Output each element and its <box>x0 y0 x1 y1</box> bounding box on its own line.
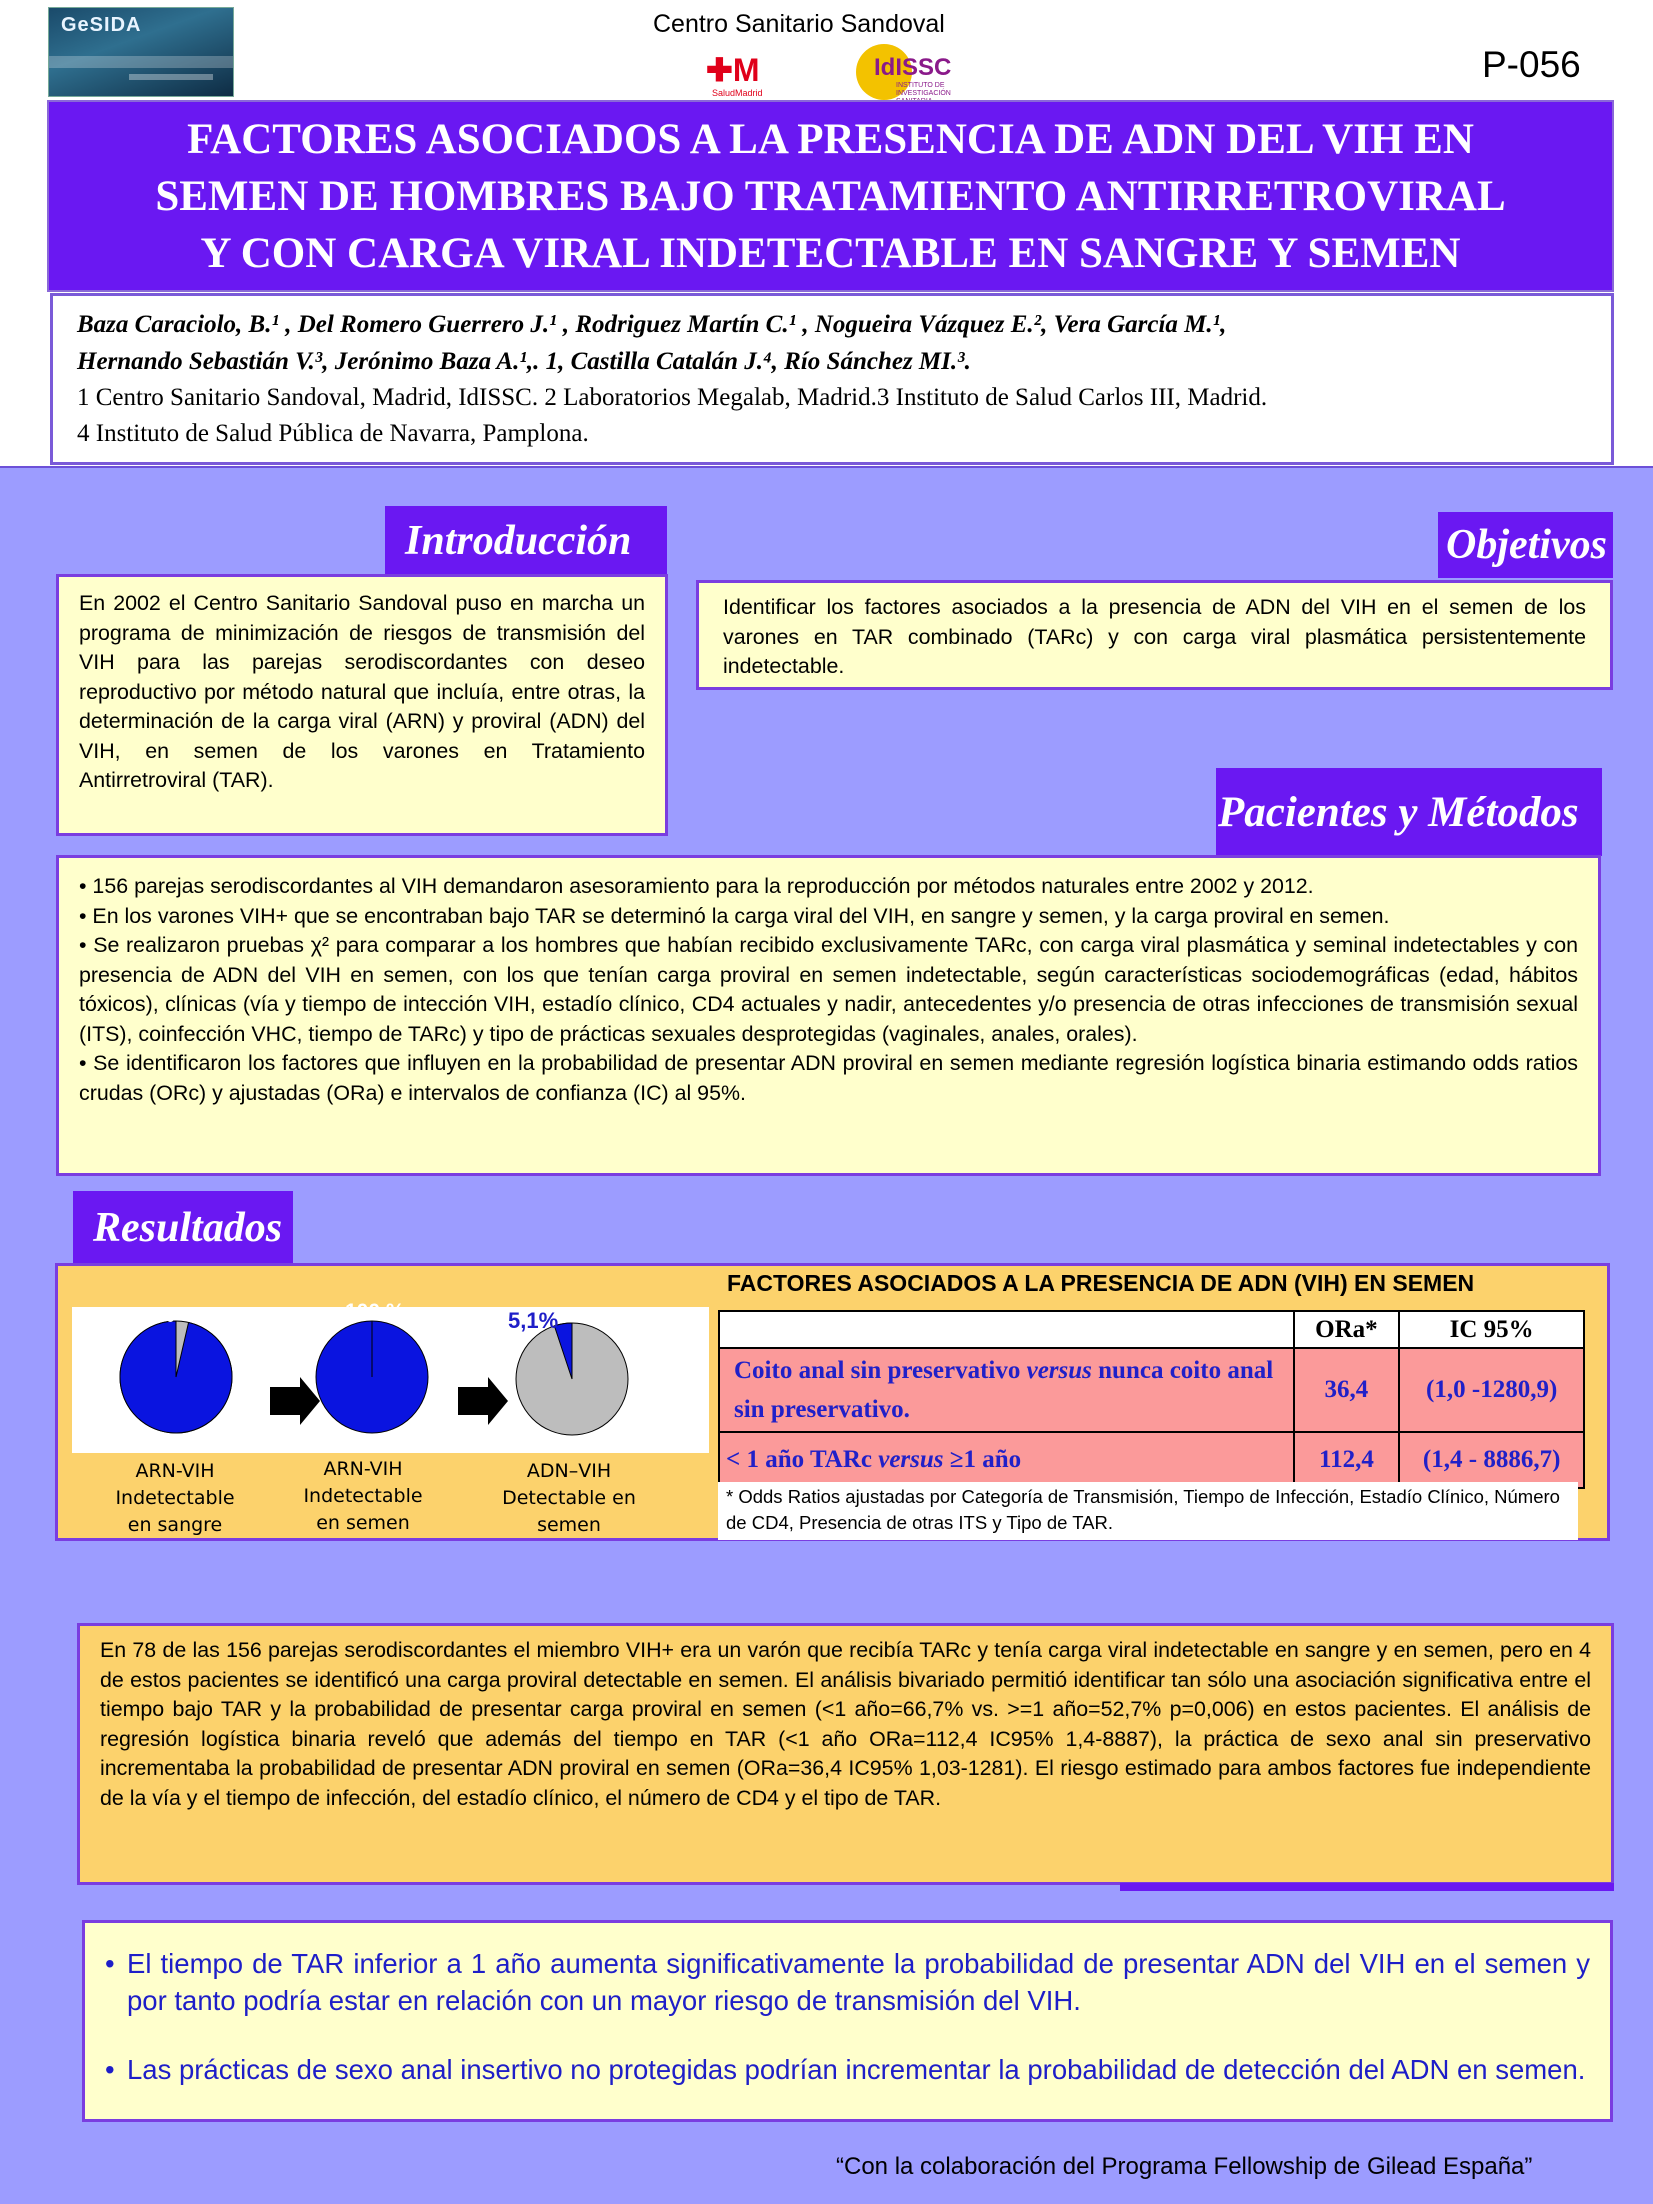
table-row <box>719 1348 1584 1432</box>
pie-label-semen-arn: 100 % <box>345 1300 405 1323</box>
table-cell-ic: (1,4 - 8886,7) <box>1399 1432 1584 1488</box>
factor-text: ≥1 año <box>943 1446 1022 1473</box>
objetivos-text: Identificar los factores asociados a la presencia de ADN del VIH en el semen de los varones en TAR combinado (TARc) y con carga viral plasmática persistentemente indetectable. <box>696 580 1613 690</box>
gesida-logo <box>48 7 234 97</box>
title-line-3: Y CON CARGA VIRAL INDETECTABLE EN SANGRE Y SEMEN <box>200 229 1461 277</box>
introduccion-heading: Introducción <box>385 506 667 576</box>
or-table-footnote: * Odds Ratios ajustadas por Categoría de Transmisión, Tiempo de Infección, Estadío Clínico, Número de CD4, Presencia de otras ITS y Tipo de TAR. <box>718 1482 1578 1540</box>
salud-madrid-logo: ✚M SaludMadrid <box>706 52 763 98</box>
introduccion-text: En 2002 el Centro Sanitario Sandoval puso en marcha un programa de minimización de riesgos de transmisión del VIH para las parejas serodiscordantes con deseo reproductivo por método natural que incluía, entre otras, la determinación de la carga viral (ARN) y proviral (ADN) del VIH, en semen de los varones en Tratamiento Antirretroviral (TAR). <box>56 574 668 836</box>
table-header-ic: IC 95% <box>1399 1311 1584 1348</box>
pie-charts-area <box>72 1307 709 1453</box>
poster-title <box>155 111 1505 282</box>
idissc-logo <box>856 44 976 100</box>
resultados-summary-tab <box>1120 1883 1614 1891</box>
factor-text: < 1 año TARc <box>726 1446 879 1473</box>
caption-line: ARN-VIH <box>323 1458 403 1480</box>
caption-line: en semen <box>316 1512 410 1534</box>
metodos-bullet-4: • Se identificaron los factores que influyen en la probabilidad de presentar ADN proviral en semen mediante regresión logística binaria estimando odds ratios crudas (ORc) y ajustadas (ORa) e intervalos de confianza (IC) al 95%. <box>79 1051 1578 1105</box>
footer-credit: “Con la colaboración del Programa Fellowship de Gilead España” <box>836 2153 1533 2180</box>
metodos-bullet-1: • 156 parejas serodiscordantes al VIH demandaron asesoramiento para la reproducción por métodos naturales entre 2002 y 2012. <box>79 874 1314 898</box>
factor-text: nunca coito anal sin preservativo. <box>734 1357 1274 1423</box>
table-cell-ic: (1,0 -1280,9) <box>1399 1348 1584 1432</box>
affiliations-line-1: 1 Centro Sanitario Sandoval, Madrid, IdISSC. 2 Laboratorios Megalab, Madrid.3 Instituto de Salud Carlos III, Madrid. <box>77 384 1268 411</box>
pie-label-blood: 96,4% <box>115 1304 175 1327</box>
pie-slice-value <box>120 1321 232 1433</box>
idissc-logo-subtext: INSTITUTO DE INVESTIGACIÓN <box>896 82 951 97</box>
factor-versus: versus <box>1026 1357 1092 1384</box>
arrow-right-icon <box>270 1377 320 1425</box>
title-line-1: FACTORES ASOCIADOS A LA PRESENCIA DE ADN DEL VIH EN <box>187 115 1474 163</box>
or-table <box>718 1310 1585 1489</box>
pie-caption-semen-adn <box>494 1458 644 1539</box>
or-table-title: FACTORES ASOCIADOS A LA PRESENCIA DE ADN (VIH) EN SEMEN <box>727 1270 1475 1296</box>
bullet-icon: • <box>105 2054 115 2085</box>
arrow-right-icon <box>458 1377 508 1425</box>
caption-line: Detectable en <box>502 1487 636 1509</box>
pie-label-semen-adn: 5,1% <box>508 1308 559 1333</box>
table-cell-factor <box>719 1348 1294 1432</box>
caption-line: Indetectable <box>303 1485 423 1507</box>
caption-line: ADN–VIH <box>526 1460 612 1482</box>
center-name: Centro Sanitario Sandoval <box>653 10 945 38</box>
pie-chart-blood <box>120 1321 232 1433</box>
conclusiones-box <box>82 1920 1613 2122</box>
pie-chart-semen-adn <box>516 1323 628 1435</box>
idissc-logo-text: IdISSC <box>874 54 952 81</box>
table-cell-ora: 112,4 <box>1294 1432 1400 1488</box>
metodos-bullet-2: • En los varones VIH+ que se encontraban bajo TAR se determinó la carga viral del VIH, en sangre y semen, y la carga proviral en semen. <box>79 903 1390 928</box>
conclusion-item <box>105 2051 1590 2088</box>
resultados-summary-text: En 78 de las 156 parejas serodiscordantes el miembro VIH+ era un varón que recibía TARc y tenía carga viral indetectable en sangre y en semen, pero en 4 de estos pacientes se identificó una carga proviral detectable en semen. El análisis bivariado permitió identificar tan sólo una asociación significativa entre el tiempo bajo TAR y la probabilidad de presentar carga proviral en semen (<1 año=66,7% vs. >=1 año=52,7% p=0,006) en estos pacientes. El análisis de regresión logística binaria reveló que además del tiempo en TAR (<1 año ORa=112,4 IC95% 1,4-8887), la práctica de sexo anal sin preservativo incrementaba la probabilidad de presentar ADN proviral en semen (ORa=36,4 IC95% 1,03-1281). El riesgo estimado para ambos factores fue independiente de la vía y el tiempo de infección, del estadío clínico, el número de CD4 y el tipo de TAR. <box>77 1623 1614 1885</box>
authors-line-2: Hernando Sebastián V.³, Jerónimo Baza A.¹,. 1, Castilla Catalán J.⁴, Río Sánchez MI.³. <box>77 348 971 375</box>
conclusion-item <box>105 1945 1590 2019</box>
metodos-bullet-3: • Se realizaron pruebas χ² para comparar a los hombres que habían recibido exclusivamente TARc, con carga viral plasmática y seminal indetectables y con presencia de ADN del VIH en semen, con los que tenían carga proviral en semen indetectable, según características sociodemográficas (edad, hábitos tóxicos), clínicas (vía y tiempo de intección VIH, estadío clínico, CD4 actuales y nadir, antecedentes y/o presencia de otras infecciones de transmisión sexual (ITS), coinfección VHC, tiempo de TARc) y tipo de prácticas sexuales desprotegidas (vaginales, anales, orales). <box>79 933 1578 1046</box>
caption-line: ARN-VIH <box>135 1460 215 1482</box>
gesida-logo-text: GeSIDA <box>61 14 142 36</box>
objetivos-heading: Objetivos <box>1438 512 1613 578</box>
pie-caption-blood <box>100 1458 250 1539</box>
metodos-heading: Pacientes y Métodos <box>1216 768 1602 856</box>
pie-chart-semen-arn <box>316 1321 428 1433</box>
caption-line: semen <box>537 1514 601 1536</box>
pie-charts-svg <box>72 1307 709 1453</box>
table-header-ora: ORa* <box>1294 1311 1400 1348</box>
table-header-empty <box>719 1311 1294 1348</box>
affiliations-line-2: 4 Instituto de Salud Pública de Navarra, Pamplona. <box>77 420 589 447</box>
conclusion-text: Las prácticas de sexo anal insertivo no protegidas podrían incrementar la probabilidad de detección del ADN en semen. <box>127 2054 1586 2085</box>
salud-madrid-logo-text: SaludMadrid <box>712 88 763 98</box>
factor-text: Coito anal sin preservativo <box>734 1357 1027 1384</box>
authors-box <box>50 293 1614 465</box>
table-row <box>719 1432 1584 1488</box>
poster-code: P-056 <box>1482 44 1581 85</box>
table-cell-factor <box>719 1432 1294 1488</box>
or-table-wrapper <box>718 1310 1585 1489</box>
bullet-icon: • <box>105 1948 115 1979</box>
pie-caption-semen-arn <box>288 1456 438 1537</box>
poster-title-banner <box>47 100 1614 292</box>
table-header-row <box>719 1311 1584 1348</box>
table-cell-ora: 36,4 <box>1294 1348 1400 1432</box>
metodos-box <box>56 855 1601 1176</box>
caption-line: Indetectable <box>115 1487 235 1509</box>
caption-line: en sangre <box>127 1514 223 1536</box>
resultados-heading: Resultados <box>73 1191 293 1264</box>
title-line-2: SEMEN DE HOMBRES BAJO TRATAMIENTO ANTIRRETROVIRAL <box>155 172 1506 220</box>
authors-line-1: Baza Caraciolo, B.¹ , Del Romero Guerrero J.¹ , Rodriguez Martín C.¹ , Nogueira Vázquez E.², Vera García M.¹, <box>77 311 1227 338</box>
conclusion-text: El tiempo de TAR inferior a 1 año aumenta significativamente la probabilidad de presentar ADN del VIH en el semen y por tanto podría estar en relación con un mayor riesgo de transmisión del VIH. <box>127 1948 1590 2016</box>
factor-versus: versus <box>878 1446 944 1473</box>
